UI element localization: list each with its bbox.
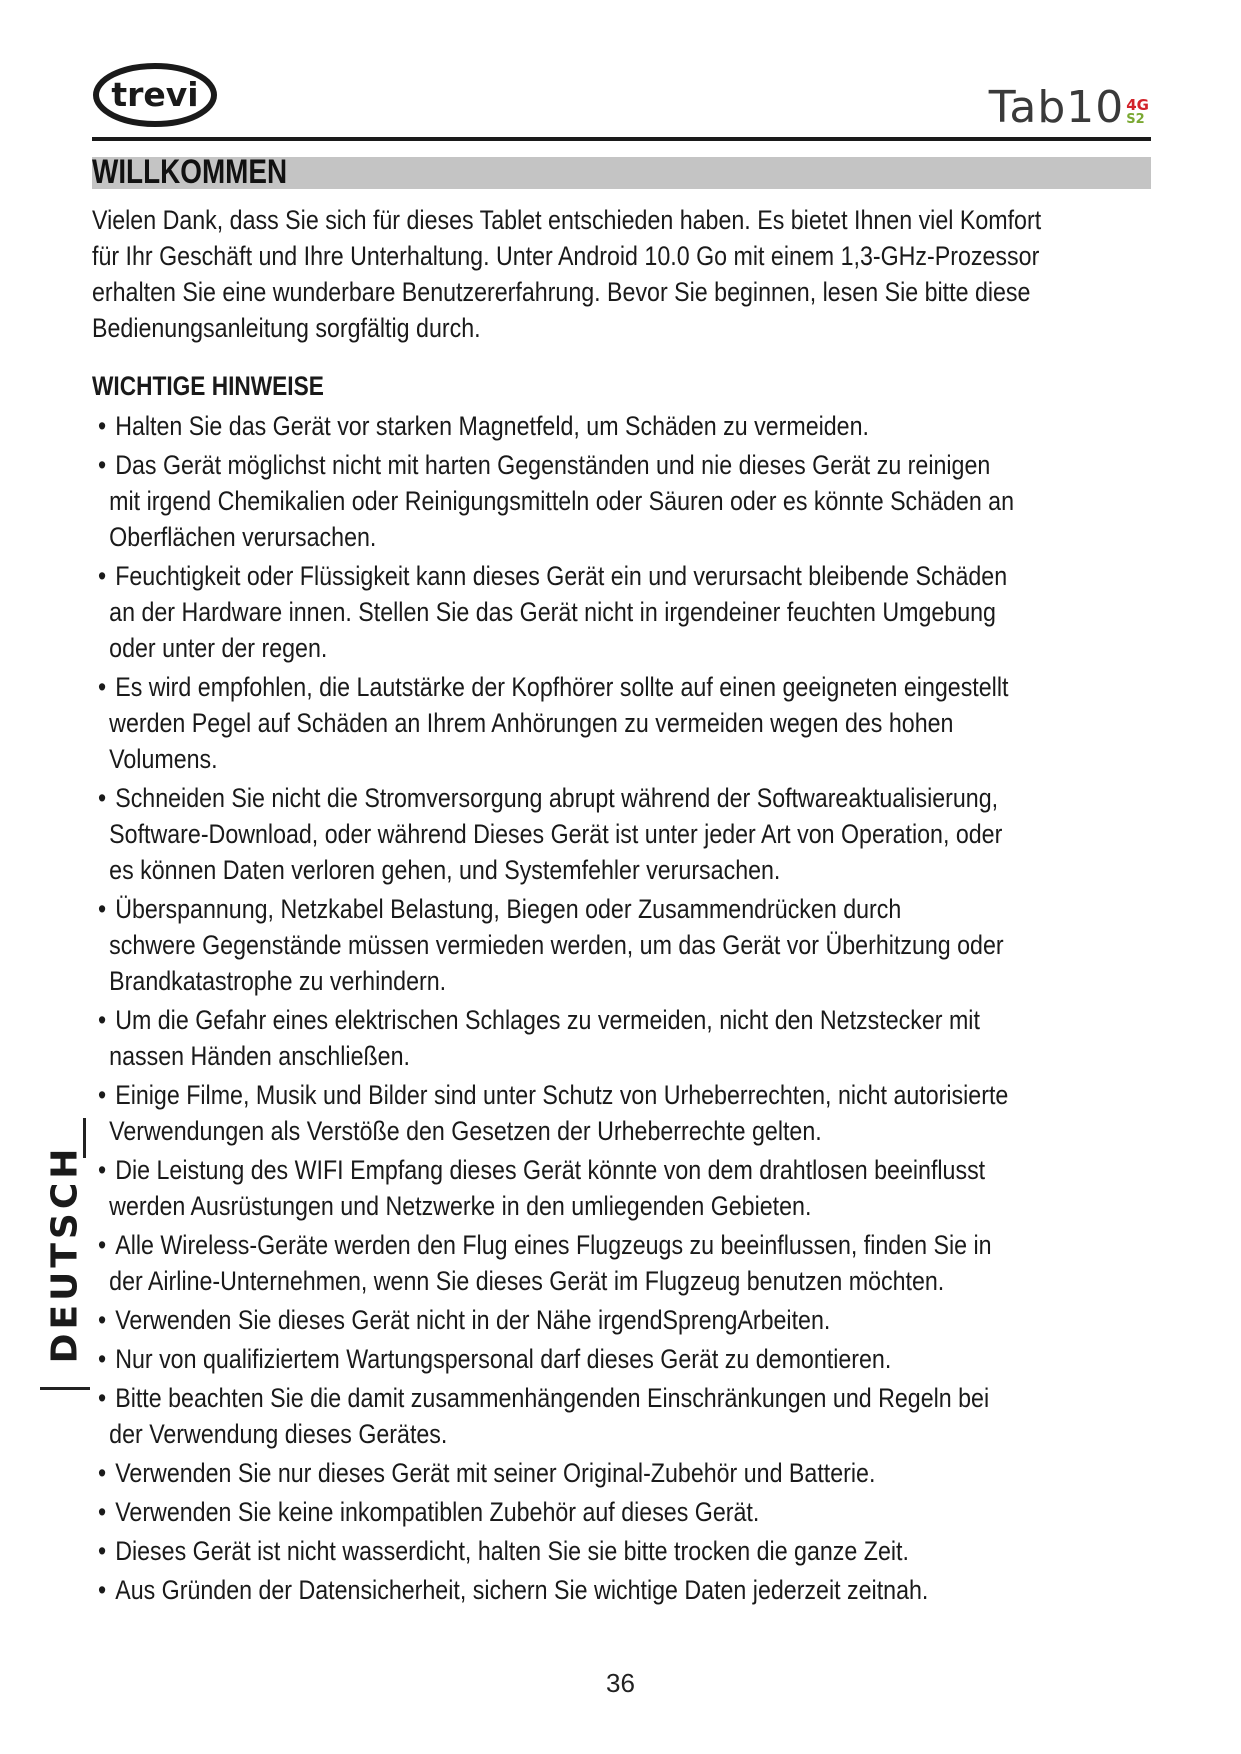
list-item <box>98 780 1151 888</box>
list-item-first-line <box>98 1077 1009 1113</box>
list-item-text: Dieses Gerät ist nicht wasserdicht, halten Sie sie bitte trocken die ganze Zeit. <box>115 1536 909 1566</box>
trevi-logo-text: trevi <box>111 75 199 114</box>
intro-paragraph <box>92 202 1151 346</box>
tab10-logo-badge <box>1126 98 1149 126</box>
list-item-first-line <box>98 1341 1004 1377</box>
list-item <box>98 558 1151 666</box>
list-item-first-line <box>98 1152 1004 1188</box>
bullet-icon: • <box>98 450 107 480</box>
list-item-text: Um die Gefahr eines elektrischen Schlages zu vermeiden, nicht den Netzstecker mit <box>115 1005 980 1035</box>
page-title: WILLKOMMEN <box>92 153 288 191</box>
header-rule <box>92 137 1151 141</box>
list-item-first-line <box>98 1380 1004 1416</box>
intro-line: erhalten Sie eine wunderbare Benutzererfahrung. Bevor Sie beginnen, lesen Sie bitte diese <box>92 277 1031 307</box>
list-item-first-line <box>98 1533 1004 1569</box>
list-item-continuation: werden Pegel auf Schäden an Ihrem Anhörungen zu vermeiden wegen des hohen <box>109 708 954 738</box>
list-item-continuation: Volumens. <box>109 744 218 774</box>
bullet-icon: • <box>98 1458 107 1488</box>
list-item-text: Verwenden Sie dieses Gerät nicht in der Nähe irgendSprengArbeiten. <box>115 1305 831 1335</box>
list-item <box>98 1077 1151 1149</box>
intro-line: Vielen Dank, dass Sie sich für dieses Tablet entschieden haben. Es bietet Ihnen viel Komfort <box>92 205 1042 235</box>
list-item-first-line <box>98 891 1004 927</box>
list-item-first-line <box>98 1227 1004 1263</box>
bullet-icon: • <box>98 1344 107 1374</box>
list-item-continuation: der Verwendung dieses Gerätes. <box>109 1419 448 1449</box>
list-item <box>98 1572 1151 1608</box>
list-item-continuation: Brandkatastrophe zu verhindern. <box>109 966 447 996</box>
list-item <box>98 1341 1151 1377</box>
list-item-first-line <box>98 669 1009 705</box>
bullet-icon: • <box>98 1536 107 1566</box>
tab10-logo <box>988 72 1149 133</box>
list-item-continuation: nassen Händen anschließen. <box>109 1041 410 1071</box>
bullet-icon: • <box>98 1497 107 1527</box>
tab10-logo-word: Tab10 <box>988 82 1125 133</box>
page-number: 36 <box>606 1668 635 1698</box>
bullet-icon: • <box>98 894 107 924</box>
bullet-icon: • <box>98 1155 107 1185</box>
list-item-continuation: oder unter der regen. <box>109 633 328 663</box>
list-item-first-line <box>98 558 1008 594</box>
list-item <box>98 669 1151 777</box>
list-item <box>98 1380 1151 1452</box>
list-item-text: Überspannung, Netzkabel Belastung, Biegen oder Zusammendrücken durch <box>115 894 902 924</box>
content <box>92 202 1151 1611</box>
list-item <box>98 1302 1151 1338</box>
list-item-text: Einige Filme, Musik und Bilder sind unter Schutz von Urheberrechten, nicht autorisierte <box>115 1080 1009 1110</box>
list-item-continuation: werden Ausrüstungen und Netzwerke in den umliegenden Gebieten. <box>109 1191 812 1221</box>
list-item-continuation: der Airline-Unternehmen, wenn Sie dieses Gerät im Flugzeug benutzen möchten. <box>109 1266 945 1296</box>
list-item-text: Halten Sie das Gerät vor starken Magnetfeld, um Schäden zu vermeiden. <box>115 411 869 441</box>
list-item-text: Aus Gründen der Datensicherheit, sichern Sie wichtige Daten jederzeit zeitnah. <box>115 1575 929 1605</box>
bullet-icon: • <box>98 1383 107 1413</box>
list-item-first-line <box>98 1494 1004 1530</box>
list-item <box>98 1152 1151 1224</box>
bullet-icon: • <box>98 1230 107 1260</box>
trevi-logo-graphic <box>92 62 218 128</box>
list-item <box>98 1533 1151 1569</box>
list-item <box>98 1227 1151 1299</box>
list-item <box>98 447 1151 555</box>
list-item-text: Bitte beachten Sie die damit zusammenhängenden Einschränkungen und Regeln bei <box>115 1383 990 1413</box>
list-item-first-line <box>98 1302 1004 1338</box>
bullet-icon: • <box>98 561 107 591</box>
list-item-continuation: schwere Gegenstände müssen vermieden werden, um das Gerät vor Überhitzung oder <box>109 930 1004 960</box>
notes-list <box>92 408 1151 1608</box>
bullet-icon: • <box>98 1005 107 1035</box>
list-item-text: Es wird empfohlen, die Lautstärke der Kopfhörer sollte auf einen geeigneten eingestellt <box>115 672 1009 702</box>
list-item-text: Das Gerät möglichst nicht mit harten Gegenständen und nie dieses Gerät zu reinigen <box>115 450 991 480</box>
list-item-text: Nur von qualifiziertem Wartungspersonal darf dieses Gerät zu demontieren. <box>115 1344 892 1374</box>
list-item <box>98 1494 1151 1530</box>
list-item-continuation: Verwendungen als Verstöße den Gesetzen der Urheberrechte gelten. <box>109 1116 822 1146</box>
list-item-text: Verwenden Sie nur dieses Gerät mit seiner Original-Zubehör und Batterie. <box>115 1458 876 1488</box>
list-item-first-line <box>98 447 1004 483</box>
list-item-continuation: Oberflächen verursachen. <box>109 522 377 552</box>
list-item-continuation: mit irgend Chemikalien oder Reinigungsmitteln oder Säuren oder es könnte Schäden an <box>109 486 1015 516</box>
list-item-continuation: Software-Download, oder während Dieses Gerät ist unter jeder Art von Operation, oder <box>109 819 1003 849</box>
bullet-icon: • <box>98 1575 107 1605</box>
list-item <box>98 891 1151 999</box>
list-item-first-line <box>98 780 1004 816</box>
bullet-icon: • <box>98 1305 107 1335</box>
intro-line: Bedienungsanleitung sorgfältig durch. <box>92 313 481 343</box>
bullet-icon: • <box>98 411 107 441</box>
list-item <box>98 408 1151 444</box>
list-item-first-line <box>98 408 1004 444</box>
side-tab-bottom-bar <box>40 1387 90 1390</box>
list-item-first-line <box>98 1572 1004 1608</box>
bullet-icon: • <box>98 1080 107 1110</box>
badge-4g: 4G <box>1126 96 1149 114</box>
list-item-text: Verwenden Sie keine inkompatiblen Zubehör auf dieses Gerät. <box>115 1497 760 1527</box>
bullet-icon: • <box>98 672 107 702</box>
badge-s2: S2 <box>1126 112 1145 127</box>
side-tab-label: DEUTSCH <box>44 1144 86 1364</box>
list-item <box>98 1455 1151 1491</box>
list-item-continuation: an der Hardware innen. Stellen Sie das Gerät nicht in irgendeiner feuchten Umgebung <box>109 597 996 627</box>
list-item-text: Feuchtigkeit oder Flüssigkeit kann dieses Gerät ein und verursacht bleibende Schäden <box>115 561 1008 591</box>
list-item-first-line <box>98 1455 1004 1491</box>
language-side-tab <box>40 1118 90 1390</box>
list-item-continuation: es können Daten verloren gehen, und Systemfehler verursachen. <box>109 855 781 885</box>
bullet-icon: • <box>98 783 107 813</box>
list-item <box>98 1002 1151 1074</box>
list-item-first-line <box>98 1002 1004 1038</box>
section-heading: WICHTIGE HINWEISE <box>92 371 324 401</box>
list-item-text: Alle Wireless-Geräte werden den Flug eines Flugzeugs zu beeinflussen, finden Sie in <box>115 1230 992 1260</box>
intro-line: für Ihr Geschäft und Ihre Unterhaltung. Unter Android 10.0 Go mit einem 1,3-GHz-Prozessor <box>92 241 1040 271</box>
trevi-logo <box>92 62 218 128</box>
list-item-text: Schneiden Sie nicht die Stromversorgung abrupt während der Softwareaktualisierung, <box>115 783 999 813</box>
list-item-text: Die Leistung des WIFI Empfang dieses Gerät könnte von dem drahtlosen beeinflusst <box>115 1155 986 1185</box>
